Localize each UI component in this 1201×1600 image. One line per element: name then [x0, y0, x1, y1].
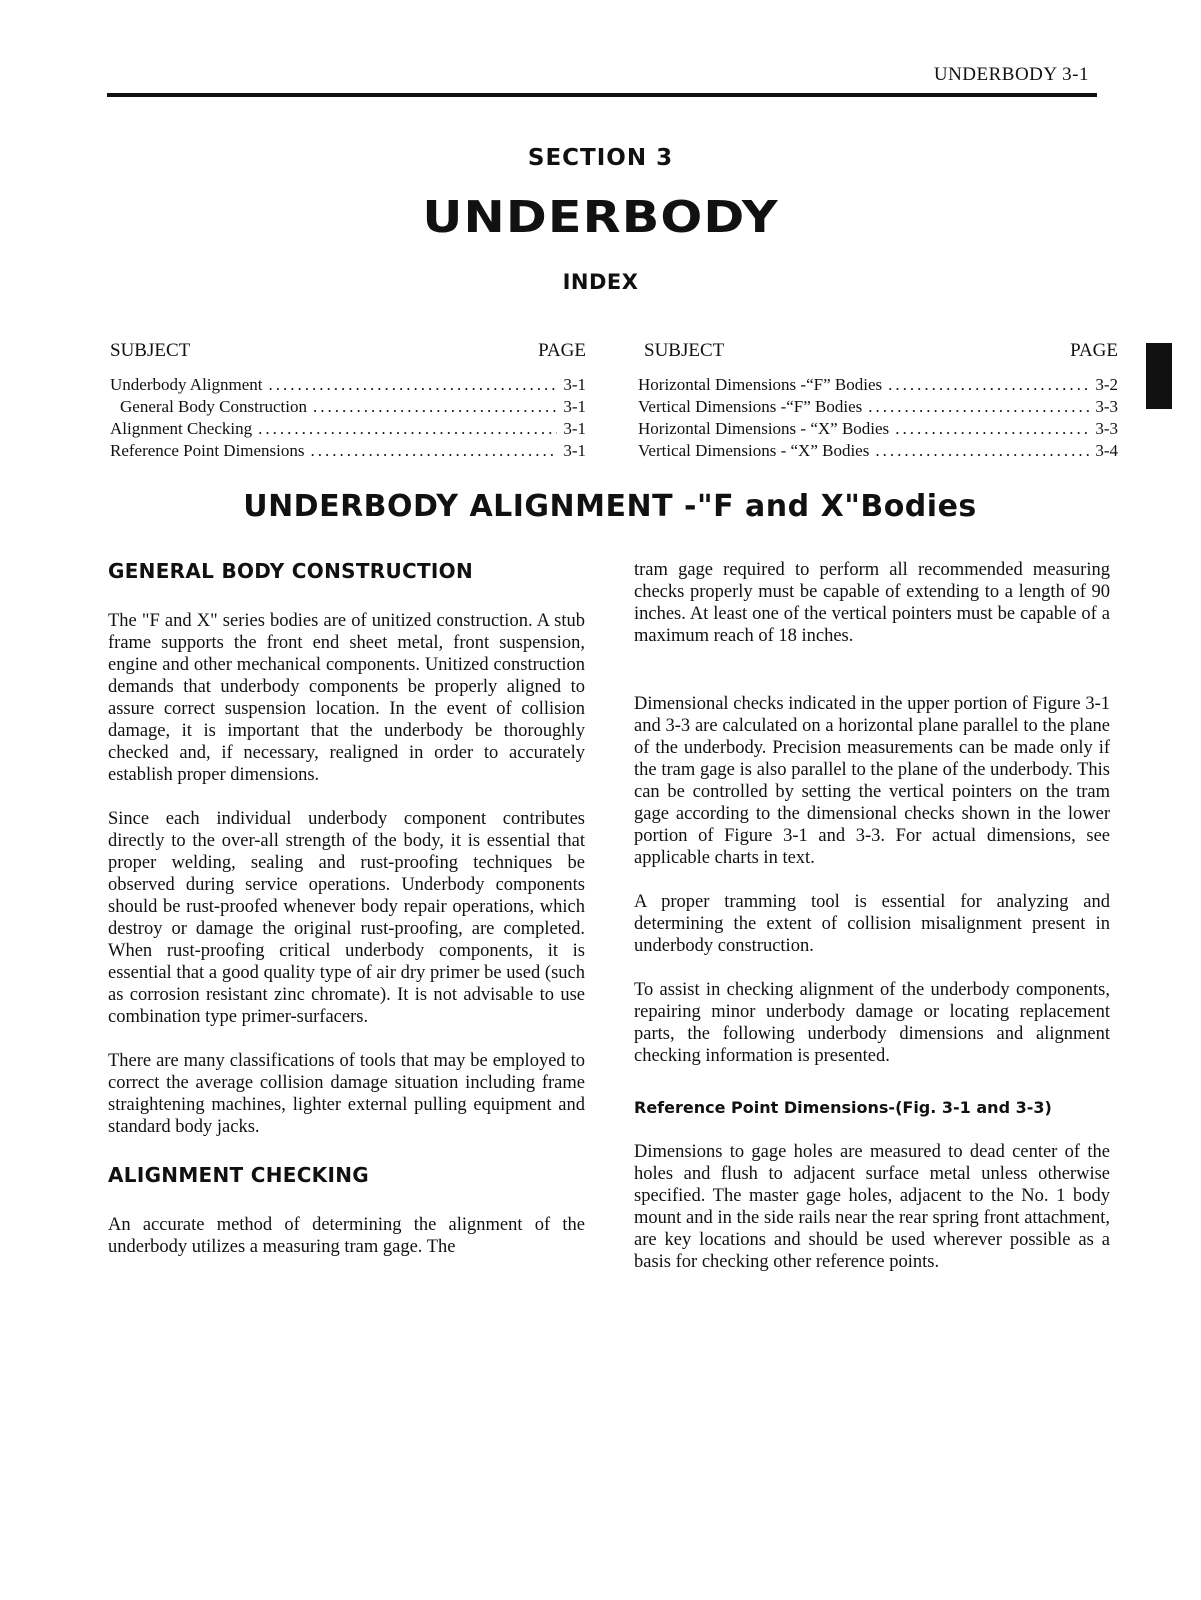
body-paragraph: The "F and X" series bodies are of unitized construction. A stub frame supports the front end sheet metal, front suspension, engine and other mechanical components. Unitized construction demands that underbody components be properly aligned to assure correct suspension location. In the event of collision damage, it is important that the underbody be thoroughly checked and, if necessary, realigned in order to accurately establish proper dimensions.: [108, 611, 585, 785]
index-entry-subject: Horizontal Dimensions -“F” Bodies: [638, 375, 883, 394]
section-label: SECTION 3: [527, 145, 674, 171]
dot-leader: [875, 440, 1089, 462]
index-column-header: [110, 340, 586, 362]
dot-leader: [888, 374, 1089, 396]
page-label: PAGE: [1070, 340, 1118, 361]
body-paragraph: tram gage required to perform all recommended measuring checks properly must be capable of extending to a length of 90 inches. At least one of the vertical pointers must be capable of a maximum reach of 18 inches.: [634, 560, 1110, 646]
body-paragraph: A proper tramming tool is essential for analyzing and determining the extent of collision misalignment present in underbody construction.: [634, 892, 1110, 956]
index-entry-subject: General Body Construction: [120, 397, 307, 416]
index-entry-page: 3-1: [563, 397, 586, 416]
index-entry: [638, 374, 1118, 396]
index-right-column: [638, 340, 1118, 462]
left-text-column: [108, 560, 585, 1258]
body-paragraph: Dimensional checks indicated in the upper portion of Figure 3-1 and 3-3 are calculated on a horizontal plane parallel to the plane of the underbody. Precision measurements can be made only if the tram gage is also parallel to the plane of the underbody. This can be controlled by setting the vertical pointers on the tram gage according to the dimensional checks shown in the lower portion of Figure 3-1 and 3-3. For actual dimensions, see applicable charts in text.: [634, 694, 1110, 868]
index-entry-page: 3-3: [1095, 419, 1118, 438]
index-entry-subject: Reference Point Dimensions: [110, 441, 305, 460]
subject-label: SUBJECT: [110, 340, 191, 361]
index-heading: INDEX: [562, 270, 639, 294]
index-entry: [110, 440, 586, 462]
section-title: UNDERBODY: [422, 192, 779, 243]
header-rule: [107, 93, 1097, 97]
index-entry-subject: Vertical Dimensions -“F” Bodies: [638, 397, 863, 416]
right-text-column: [634, 559, 1110, 1273]
index-entry-page: 3-2: [1095, 375, 1118, 394]
index-entry-page: 3-1: [563, 441, 586, 460]
body-paragraph: An accurate method of determining the alignment of the underbody utilizes a measuring tram gage. The: [108, 1215, 585, 1257]
dot-leader: [895, 418, 1089, 440]
index-entry-page: 3-3: [1095, 397, 1118, 416]
alignment-checking-heading: ALIGNMENT CHECKING: [108, 1163, 369, 1187]
index-entry: [638, 418, 1118, 440]
body-paragraph: Dimensions to gage holes are measured to dead center of the holes and flush to adjacent surface metal unless otherwise specified. The master gage holes, adjacent to the No. 1 body mount and in the side rails near the rear spring front attachment, are key locations and should be used wherever possible as a basis for checking other reference points.: [634, 1142, 1110, 1272]
dot-leader: [269, 374, 558, 396]
index-entry-page: 3-1: [563, 375, 586, 394]
index-entry: [110, 374, 586, 396]
body-paragraph: There are many classifications of tools that may be employed to correct the average collision damage situation including frame straightening machines, lighter external pulling equipment and standard body jacks.: [108, 1051, 585, 1137]
index-entry-page: 3-1: [563, 419, 586, 438]
dot-leader: [258, 418, 557, 440]
dot-leader: [313, 396, 557, 418]
subject-label: SUBJECT: [644, 340, 725, 361]
index-entry-subject: Alignment Checking: [110, 419, 253, 438]
dot-leader: [868, 396, 1089, 418]
index-entry-page: 3-4: [1095, 441, 1118, 460]
index-entry: [638, 440, 1118, 462]
index-entry: [110, 418, 586, 440]
main-heading: UNDERBODY ALIGNMENT -"F and X"Bodies: [243, 489, 977, 524]
index-entry-subject: Vertical Dimensions - “X” Bodies: [638, 441, 870, 460]
index-entry: [638, 396, 1118, 418]
body-paragraph: Since each individual underbody component contributes directly to the over-all strength of the body, it is essential that proper welding, sealing and rust-proofing techniques be observed during service operations. Underbody components should be rust-proofed whenever body repair operations, which destroy or damage the original rust-proofing, are completed. When rust-proofing critical underbody components, it is essential that a good quality type of air dry primer be used (such as corrosion resistant zinc chromate). It is not advisable to use combination type primer-surfacers.: [108, 809, 585, 1027]
index-column-header: [638, 340, 1118, 362]
index-entry: [110, 396, 586, 418]
page-label: PAGE: [538, 340, 586, 361]
dot-leader: [311, 440, 558, 462]
body-paragraph: To assist in checking alignment of the underbody components, repairing minor underbody damage or locating replacement parts, the following underbody dimensions and alignment checking information is presented.: [634, 980, 1110, 1066]
index-entry-subject: Underbody Alignment: [110, 375, 263, 394]
section-tab-marker: [1146, 343, 1172, 409]
index-left-column: [110, 340, 586, 462]
general-body-construction-heading: GENERAL BODY CONSTRUCTION: [108, 559, 474, 583]
reference-point-dimensions-heading: Reference Point Dimensions-(Fig. 3-1 and 3-3): [634, 1098, 1052, 1117]
index-entry-subject: Horizontal Dimensions - “X” Bodies: [638, 419, 890, 438]
running-header: UNDERBODY 3-1: [933, 64, 1089, 85]
